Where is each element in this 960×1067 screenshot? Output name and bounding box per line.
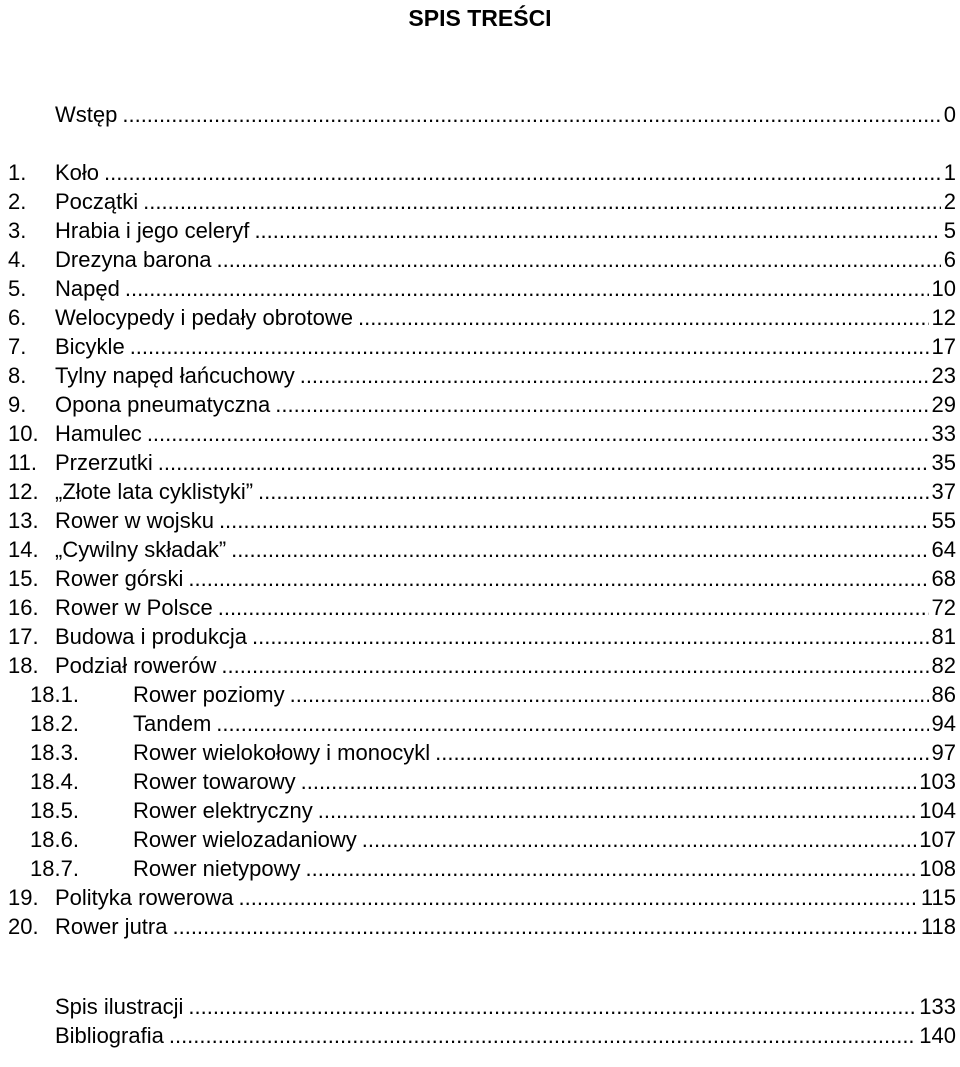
toc-entry-page: 64	[931, 537, 956, 562]
toc-entry-title: Hrabia i jego celeryf	[55, 218, 250, 243]
toc-entry-title: Koło	[55, 160, 100, 185]
toc-entry	[8, 651, 956, 680]
toc-entry-page: 1	[943, 160, 956, 185]
toc-entry-title: Przerzutki	[55, 450, 153, 475]
toc-entry	[8, 274, 956, 303]
toc-entry-number: 18.	[8, 653, 39, 678]
toc-entry-number: 12.	[8, 479, 39, 504]
toc-entry	[8, 477, 956, 506]
dot-leader	[188, 564, 928, 593]
toc-entry-line	[55, 390, 956, 419]
toc-entry	[8, 245, 956, 274]
dot-leader	[254, 216, 940, 245]
toc-entry-line	[55, 303, 956, 332]
toc-entry-number: 16.	[8, 595, 39, 620]
toc-entry	[8, 332, 956, 361]
toc-entry-page: 29	[931, 392, 956, 417]
toc-entry-line	[55, 419, 956, 448]
toc-entry-number: 8.	[8, 363, 27, 388]
dot-leader	[143, 187, 941, 216]
toc-entry-page: 2	[943, 189, 956, 214]
toc-entry-line	[55, 216, 956, 245]
toc-entry-line	[55, 448, 956, 477]
dot-leader	[300, 361, 929, 390]
toc-entry-page: 5	[943, 218, 956, 243]
toc-entry-number: 4.	[8, 247, 27, 272]
dot-leader	[188, 992, 916, 1021]
toc-entry-line	[55, 564, 956, 593]
toc-entry-number: 18.2.	[30, 711, 79, 736]
toc-entry-page: 107	[919, 827, 956, 852]
toc-entry-title: Polityka rowerowa	[55, 885, 234, 910]
toc-entry	[8, 854, 956, 883]
toc-entry	[8, 709, 956, 738]
toc-entry	[8, 912, 956, 941]
page-title: SPIS TREŚCI	[408, 5, 552, 31]
toc-entry-title: Podział rowerów	[55, 653, 217, 678]
toc-entry-number: 2.	[8, 189, 27, 214]
toc-entry-page: 6	[943, 247, 956, 272]
toc-entry-title: Tandem	[133, 711, 212, 736]
toc-entry-page: 97	[931, 740, 956, 765]
toc-entry	[8, 992, 956, 1021]
dot-leader	[158, 448, 929, 477]
dot-leader	[252, 622, 929, 651]
dot-leader	[358, 303, 929, 332]
toc-entry	[8, 825, 956, 854]
dot-leader	[258, 477, 928, 506]
toc-entry-page: 17	[931, 334, 956, 359]
toc-entry-page: 94	[931, 711, 956, 736]
toc-entry-line	[133, 854, 956, 883]
toc-entry-page: 140	[919, 1023, 956, 1048]
toc-entry-page: 103	[919, 769, 956, 794]
toc-entry-number: 10.	[8, 421, 39, 446]
toc-entry-title: „Złote lata cyklistyki”	[55, 479, 254, 504]
toc-entry	[8, 303, 956, 332]
toc-entry-number: 14.	[8, 537, 39, 562]
toc-entry-title: Rower górski	[55, 566, 184, 591]
dot-leader	[218, 593, 929, 622]
toc-entry	[8, 1021, 956, 1050]
toc-entry	[8, 158, 956, 187]
dot-leader	[122, 100, 940, 129]
toc-entry-line	[133, 767, 956, 796]
toc-entry	[8, 390, 956, 419]
dot-leader	[125, 274, 929, 303]
dot-leader	[275, 390, 928, 419]
toc-entry	[8, 738, 956, 767]
toc-entry-title: Welocypedy i pedały obrotowe	[55, 305, 353, 330]
toc-entry-page: 81	[931, 624, 956, 649]
dot-leader	[221, 651, 928, 680]
toc-entry-page: 37	[931, 479, 956, 504]
toc-entry-line	[55, 187, 956, 216]
dot-leader	[239, 883, 918, 912]
toc-entry-number: 18.3.	[30, 740, 79, 765]
toc-entry-number: 18.1.	[30, 682, 79, 707]
toc-entry-title: Drezyna barona	[55, 247, 212, 272]
toc-entry-page: 104	[919, 798, 956, 823]
toc-entry-number: 6.	[8, 305, 27, 330]
toc-entry	[8, 448, 956, 477]
toc-entry-page: 72	[931, 595, 956, 620]
toc-entry-title: „Cywilny składak”	[55, 537, 227, 562]
toc-entry-line	[55, 651, 956, 680]
toc-entry-number: 15.	[8, 566, 39, 591]
toc-entry-title: Opona pneumatyczna	[55, 392, 271, 417]
toc-entry-number: 18.5.	[30, 798, 79, 823]
dot-leader	[147, 419, 929, 448]
toc-entry	[8, 100, 956, 129]
toc-entry-line	[55, 100, 956, 129]
toc-entry-line	[55, 883, 956, 912]
toc-entry-title: Tylny napęd łańcuchowy	[55, 363, 295, 388]
toc-entry	[8, 622, 956, 651]
toc-entry-number: 13.	[8, 508, 39, 533]
toc-entry-page: 86	[931, 682, 956, 707]
toc-entry-page: 33	[931, 421, 956, 446]
toc-entry-title: Rower poziomy	[133, 682, 285, 707]
toc-entry-title: Wstęp	[55, 102, 118, 127]
toc-entry-page: 115	[920, 885, 956, 910]
dot-leader	[169, 1021, 916, 1050]
dot-leader	[130, 332, 929, 361]
toc-entry-page: 10	[931, 276, 956, 301]
toc-entry-line	[55, 332, 956, 361]
toc-entry-line	[55, 912, 956, 941]
toc-entry-title: Rower w wojsku	[55, 508, 214, 533]
toc-entry-title: Budowa i produkcja	[55, 624, 248, 649]
toc-entry	[8, 216, 956, 245]
dot-leader	[301, 767, 917, 796]
toc-entry-number: 11.	[8, 450, 37, 475]
toc-entry	[8, 564, 956, 593]
toc-entry	[8, 796, 956, 825]
toc-entry-number: 19.	[8, 885, 39, 910]
toc-entry-title: Rower towarowy	[133, 769, 296, 794]
toc-entry-number: 18.6.	[30, 827, 79, 852]
dot-leader	[172, 912, 917, 941]
dot-leader	[104, 158, 941, 187]
toc-entry-number: 20.	[8, 914, 39, 939]
toc-entry-line	[55, 535, 956, 564]
dot-leader	[306, 854, 917, 883]
toc-entry-line	[133, 738, 956, 767]
toc-entry-line	[55, 361, 956, 390]
toc-entry-title: Początki	[55, 189, 139, 214]
toc-entry-number: 18.4.	[30, 769, 79, 794]
toc-entry-page: 133	[919, 994, 956, 1019]
toc-entry-title: Bibliografia	[55, 1023, 164, 1048]
toc-entry-number: 18.7.	[30, 856, 79, 881]
dot-leader	[362, 825, 917, 854]
toc-entry-line	[55, 1021, 956, 1050]
toc-entry	[8, 419, 956, 448]
toc-entry-page: 55	[931, 508, 956, 533]
toc-entry-title: Hamulec	[55, 421, 142, 446]
toc-entry-page: 0	[943, 102, 956, 127]
toc-entry-number: 7.	[8, 334, 27, 359]
toc-entry-number: 9.	[8, 392, 27, 417]
toc-entry-title: Rower wielokołowy i monocykl	[133, 740, 431, 765]
dot-leader	[216, 709, 928, 738]
toc-entry-title: Bicykle	[55, 334, 125, 359]
dot-leader	[231, 535, 928, 564]
toc-entry	[8, 680, 956, 709]
toc-entry-line	[133, 796, 956, 825]
toc-entry-line	[55, 245, 956, 274]
toc-entry	[8, 883, 956, 912]
toc-entry	[8, 361, 956, 390]
dot-leader	[219, 506, 929, 535]
toc-entry-line	[133, 709, 956, 738]
toc-entry-number: 3.	[8, 218, 27, 243]
dot-leader	[290, 680, 929, 709]
toc-entry-title: Rower nietypowy	[133, 856, 301, 881]
toc-entry-page: 23	[931, 363, 956, 388]
dot-leader	[435, 738, 928, 767]
toc-entry	[8, 535, 956, 564]
toc-entry-line	[55, 477, 956, 506]
toc-entry-title: Rower jutra	[55, 914, 168, 939]
toc-entry	[8, 506, 956, 535]
toc-entry	[8, 593, 956, 622]
toc-entry-page: 35	[931, 450, 956, 475]
dot-leader	[217, 245, 941, 274]
toc-entry-number: 5.	[8, 276, 27, 301]
toc-entry	[8, 767, 956, 796]
toc-entry-line	[55, 622, 956, 651]
toc-entry-line	[55, 992, 956, 1021]
toc-entry-title: Rower w Polsce	[55, 595, 213, 620]
toc-entry-page: 108	[919, 856, 956, 881]
toc-entry-line	[55, 593, 956, 622]
toc-entry-page: 12	[931, 305, 956, 330]
toc-entry	[8, 187, 956, 216]
toc-entry-number: 17.	[8, 624, 39, 649]
toc-entry-line	[55, 274, 956, 303]
dot-leader	[318, 796, 917, 825]
toc-entry-page: 118	[920, 914, 956, 939]
toc-entry-line	[55, 158, 956, 187]
toc-entry-page: 82	[931, 653, 956, 678]
toc-entry-number: 1.	[8, 160, 27, 185]
toc-entry-line	[133, 825, 956, 854]
toc-entry-page: 68	[931, 566, 956, 591]
toc-entry-title: Napęd	[55, 276, 120, 301]
toc-entry-title: Rower wielozadaniowy	[133, 827, 357, 852]
toc-entry-title: Rower elektryczny	[133, 798, 313, 823]
toc-entry-line	[55, 506, 956, 535]
toc-entry-title: Spis ilustracji	[55, 994, 184, 1019]
toc-entry-line	[133, 680, 956, 709]
